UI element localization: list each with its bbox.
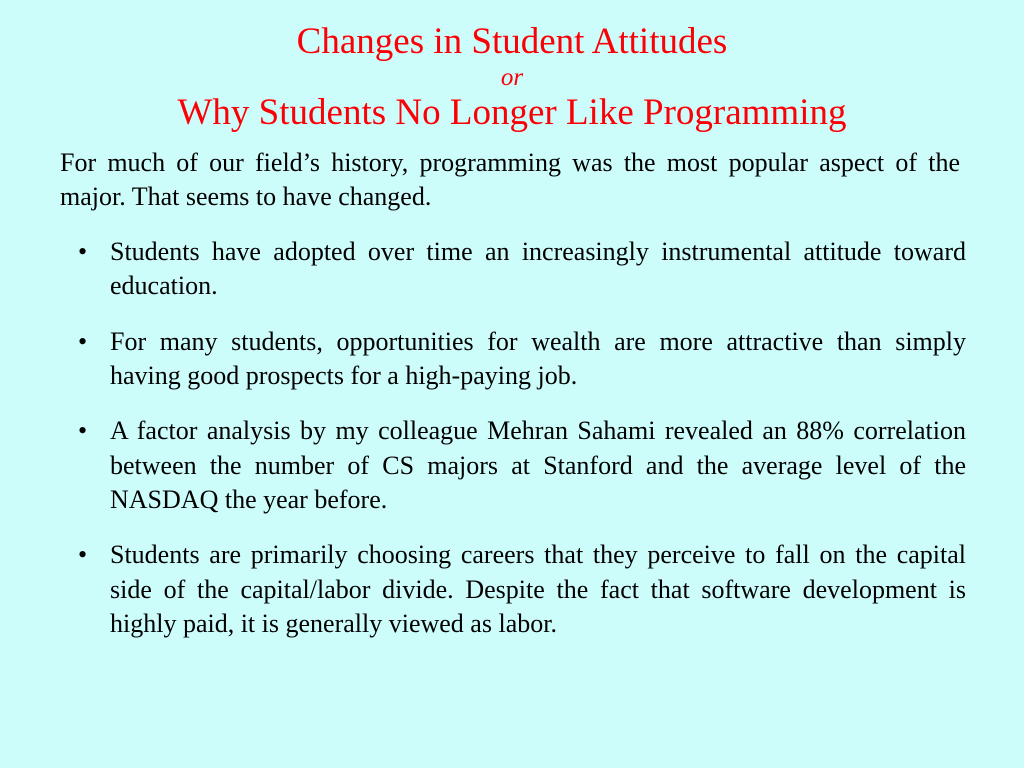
bullet-marker-icon: • bbox=[78, 237, 88, 266]
list-item bbox=[78, 538, 966, 641]
bullet-marker-icon: • bbox=[78, 326, 88, 356]
bullet-marker-icon: • bbox=[78, 416, 88, 446]
lead-paragraph: For much of our field’s history, programming was the most popular aspect of the major. That seems to have changed. bbox=[60, 148, 960, 212]
list-item-text: Students are primarily choosing careers that they perceive to fall on the capital side of the capital/labor divide. Despite the fact that software development is highly paid, it is generally viewed as labor. bbox=[110, 540, 966, 638]
list-item bbox=[78, 325, 966, 394]
list-item-text: A factor analysis by my colleague Mehran Sahami revealed an 88% correlation between the number of CS majors at Stanford and the average level of the NASDAQ the year before. bbox=[110, 416, 966, 514]
list-item bbox=[78, 235, 966, 304]
page-subtitle: Why Students No Longer Like Programming bbox=[177, 91, 847, 133]
slide-body bbox=[44, 146, 980, 641]
slide-title-block bbox=[44, 22, 980, 132]
bullet-list bbox=[44, 235, 980, 641]
bullet-marker-icon: • bbox=[78, 540, 88, 570]
title-connector: or bbox=[500, 63, 524, 91]
list-item-text: For many students, opportunities for wealth are more attractive than simply having good prospects for a high-paying job. bbox=[110, 326, 966, 390]
list-item bbox=[78, 414, 966, 517]
page-title: Changes in Student Attitudes bbox=[296, 21, 728, 62]
list-item-text: Students have adopted over time an increasingly instrumental attitude toward education. bbox=[110, 237, 966, 301]
